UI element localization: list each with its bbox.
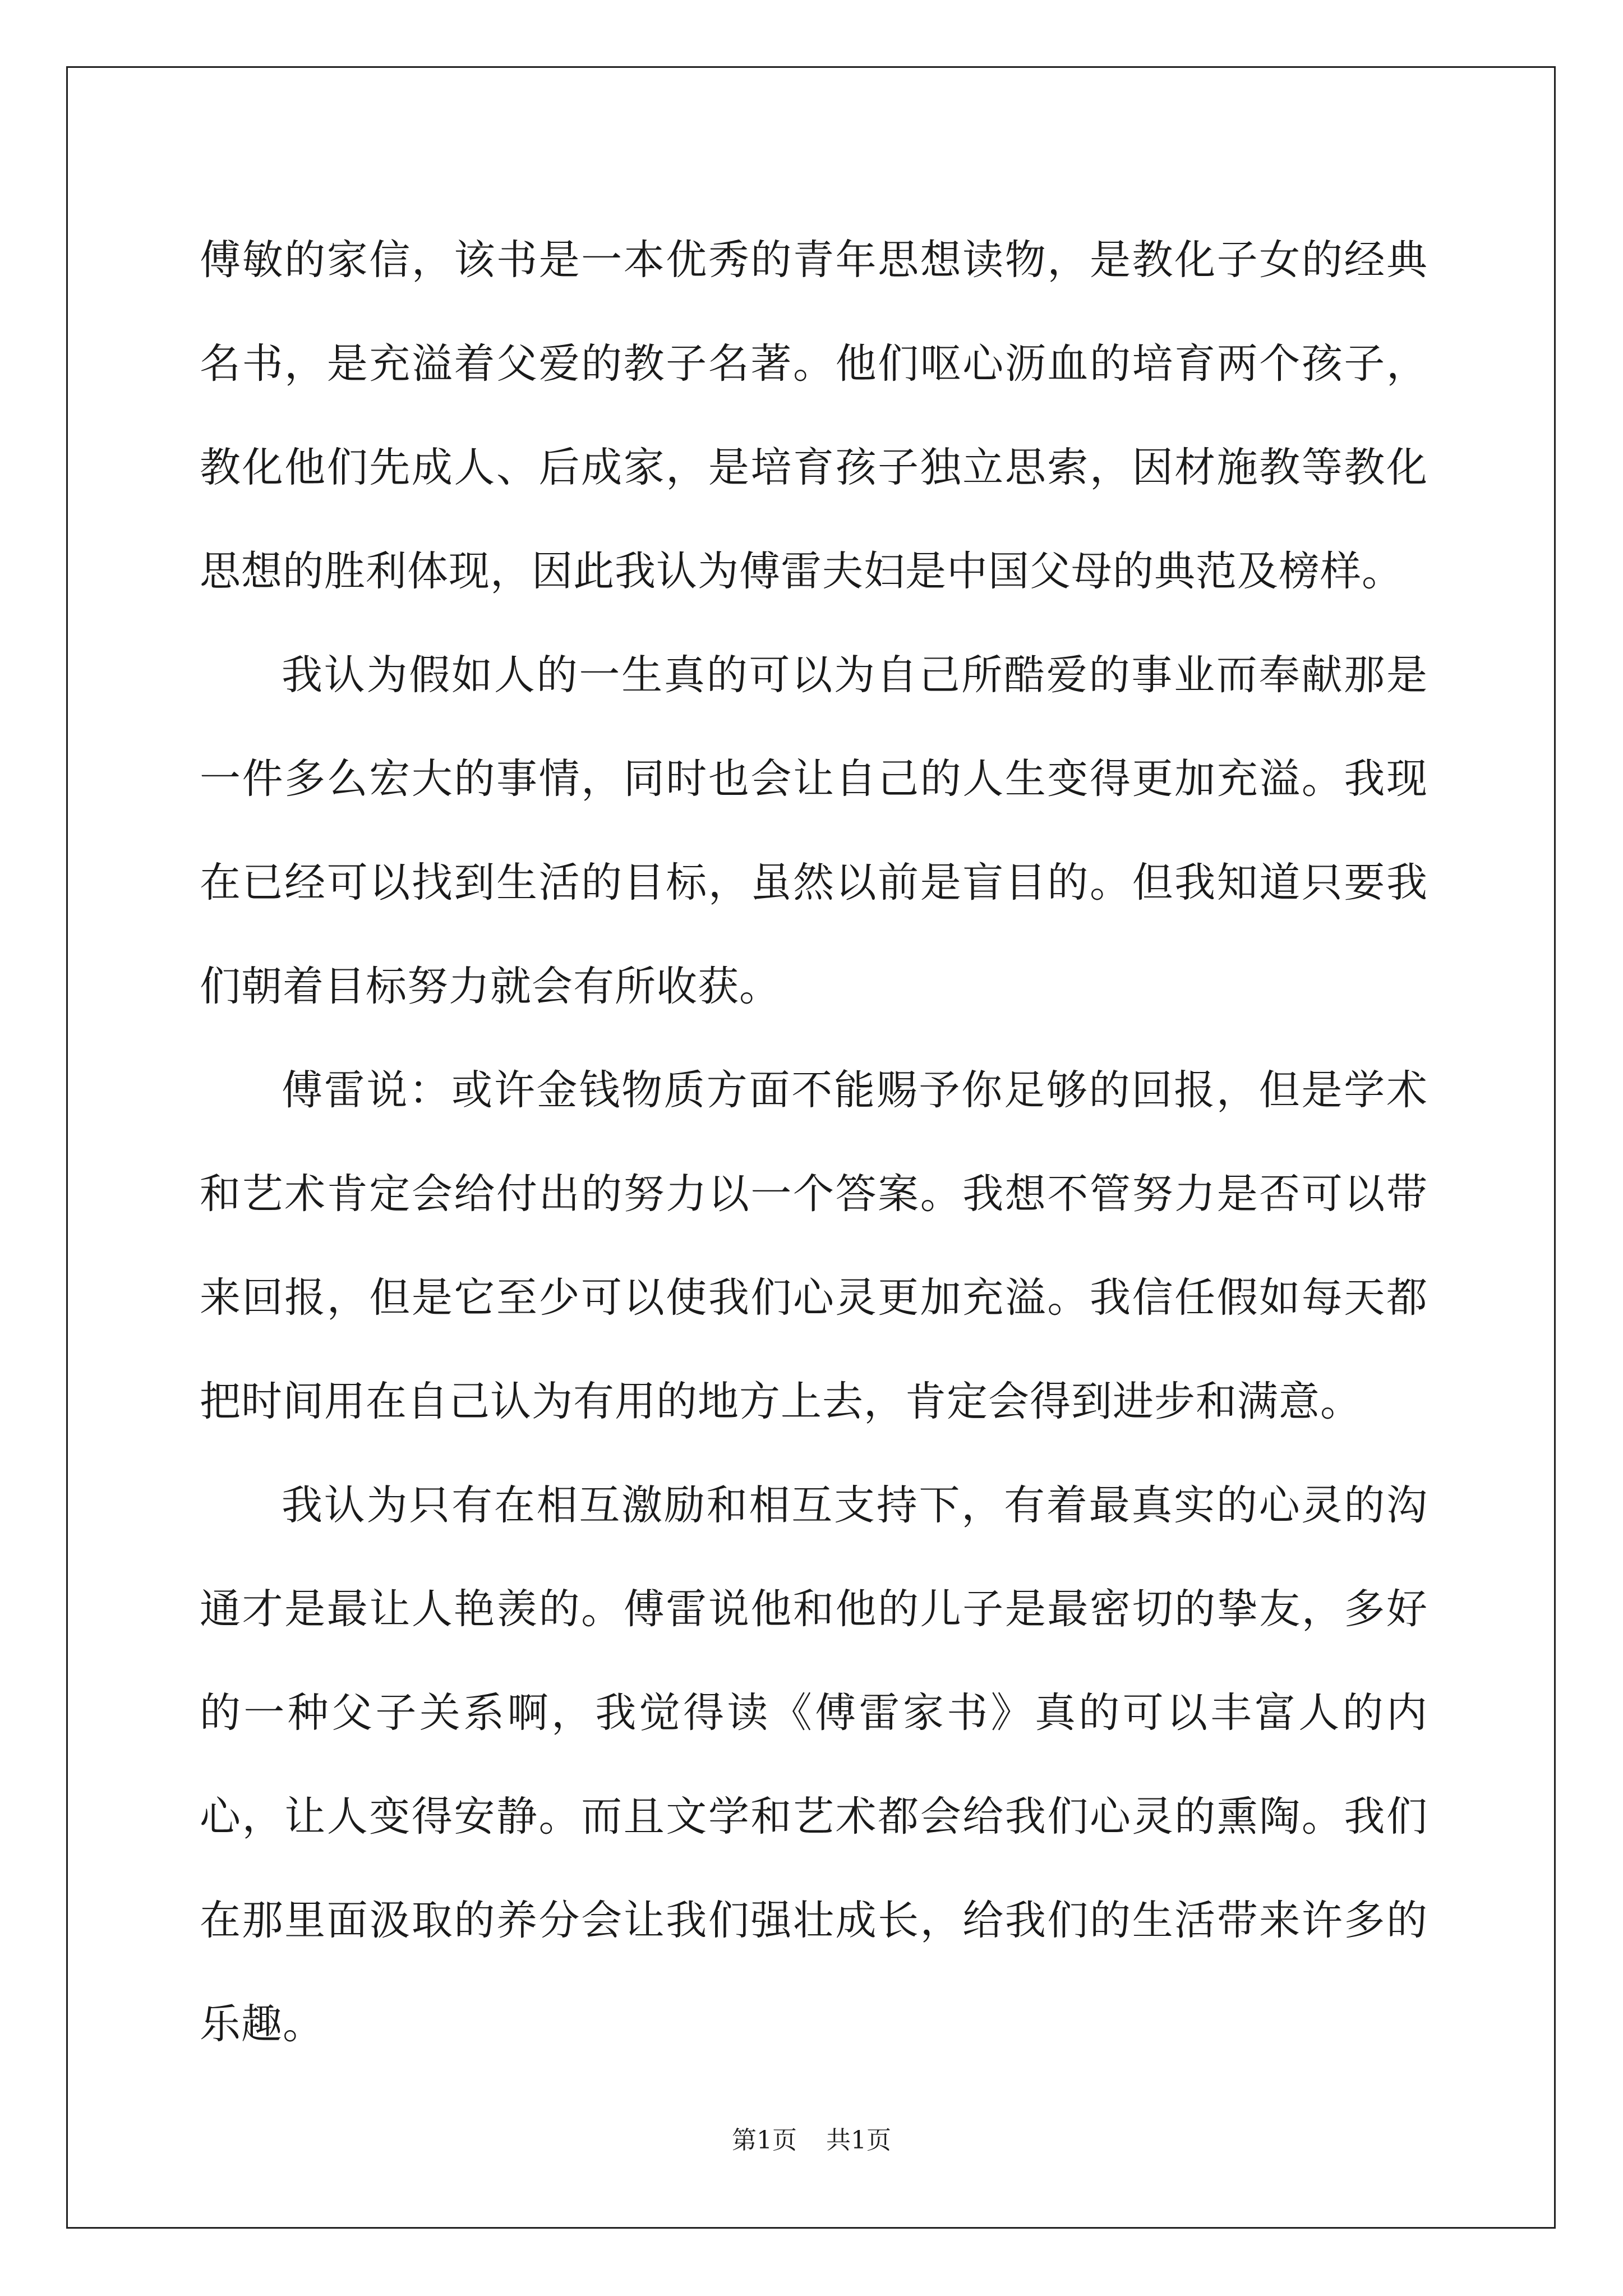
document-body bbox=[200, 208, 1428, 2076]
paragraph-4: 我认为只有在相互激励和相互支持下，有着最真实的心灵的沟通才是最让人艳羡的。傅雷说他和他的儿子是最密切的挚友，多好的一种父子关系啊，我觉得读《傅雷家书》真的可以丰富人的内心，让人变得安静。而且文学和艺术都会给我们心灵的熏陶。我们在那里面汲取的养分会让我们强壮成长，给我们的生活带来许多的乐趣。 bbox=[200, 1481, 1428, 2048]
paragraph-1: 傅敏的家信，该书是一本优秀的青年思想读物，是教化子女的经典名书，是充溢着父爱的教子名著。他们呕心沥血的培育两个孩子，教化他们先成人、后成家，是培育孩子独立思索，因材施教等教化思想的胜利体现，因此我认为傅雷夫妇是中国父母的典范及榜样。 bbox=[200, 236, 1428, 595]
paragraph-3: 傅雷说：或许金钱物质方面不能赐予你足够的回报，但是学术和艺术肯定会给付出的努力以一个答案。我想不管努力是否可以带来回报，但是它至少可以使我们心灵更加充溢。我信任假如每天都把时间用在自己认为有用的地方上去，肯定会得到进步和满意。 bbox=[200, 1066, 1428, 1425]
page-number-current: 第1页 bbox=[732, 2126, 797, 2155]
page-footer bbox=[0, 2124, 1623, 2157]
page-number-total: 共1页 bbox=[826, 2126, 891, 2155]
paragraph-2: 我认为假如人的一生真的可以为自己所酷爱的事业而奉献那是一件多么宏大的事情，同时也会让自己的人生变得更加充溢。我现在已经可以找到生活的目标，虽然以前是盲目的。但我知道只要我们朝着目标努力就会有所收获。 bbox=[200, 651, 1428, 1010]
